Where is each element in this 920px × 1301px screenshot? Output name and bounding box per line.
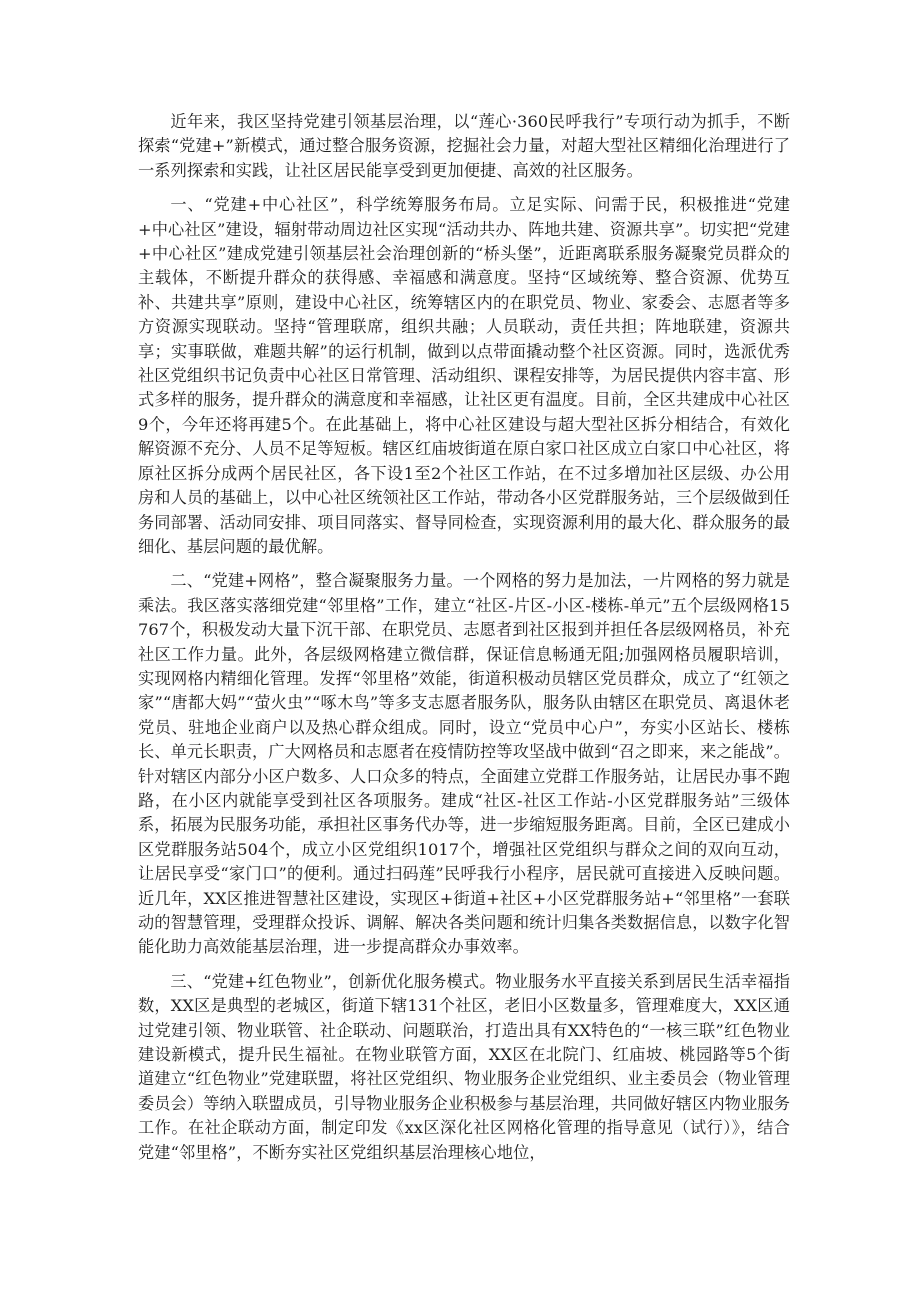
section-two-paragraph: 二、“党建+网格”，整合凝聚服务力量。一个网格的努力是加法，一片网格的努力就是乘法。我区落实落细党建“邻里格”工作，建立“社区-片区-小区-楼栋-单元”五个层级网格15767个，积极发动大量下沉干部、在职党员、志愿者到社区报到并担任各层级网格员，补充社区工作力量。此外，各层级网格建立微信群，保证信息畅通无阻;加强网格员履职培训，实现网格内精细化管理。发挥“邻里格”效能，街道积极动员辖区党员群众，成立了“红领之家”“唐都大妈”“萤火虫”“啄木鸟”等多支志愿者服务队，服务队由辖区在职党员、离退休老党员、驻地企业商户以及热心群众组成。同时，设立“党员中心户”，夯实小区站长、楼栋长、单元长职责，广大网格员和志愿者在疫情防控等攻坚战中做到“召之即来，来之能战”。针对辖区内部分小区户数多、人口众多的特点，全面建立党群工作服务站，让居民办事不跑路，在小区内就能享受到社区各项服务。建成“社区-社区工作站-小区党群服务站”三级体系，拓展为民服务功能，承担社区事务代办等，进一步缩短服务距离。目前，全区已建成小区党群服务站504个，成立小区党组织1017个，增强社区党组织与群众之间的双向互动，让居民享受“家门口”的便利。通过扫码莲”民呼我行小程序，居民就可直接进入反映问题。近几年，XX区推进智慧社区建设，实现区+街道+社区+小区党群服务站+“邻里格”一套联动的智慧管理，受理群众投诉、调解、解决各类问题和统计归集各类数据信息，以数字化智能化助力高效能基层治理，进一步提高群众办事效率。: [138, 571, 790, 957]
section-one-paragraph: 一、“党建+中心社区”，科学统筹服务布局。立足实际、问需于民，积极推进“党建+中心社区”建设，辐射带动周边社区实现“活动共办、阵地共建、资源共享”。切实把“党建+中心社区”建成党建引领基层社会治理创新的“桥头堡”，近距离联系服务凝聚党员群众的主载体，不断提升群众的获得感、幸福感和满意度。坚持“区域统筹、整合资源、优势互补、共建共享”原则，建设中心社区，统筹辖区内的在职党员、物业、家委会、志愿者等多方资源实现联动。坚持“管理联席，组织共融；人员联动，责任共担；阵地联建，资源共享；实事联做，难题共解”的运行机制，做到以点带面撬动整个社区资源。同时，选派优秀社区党组织书记负责中心社区日常管理、活动组织、课程安排等，为居民提供内容丰富、形式多样的服务，提升群众的满意度和幸福感，让社区更有温度。目前，全区共建成中心社区9个，今年还将再建5个。在此基础上，将中心社区建设与超大型社区拆分相结合，有效化解资源不充分、人员不足等短板。辖区红庙坡街道在原白家口社区成立白家口中心社区，将原社区拆分成两个居民社区，各下设1至2个社区工作站，在不过多增加社区层级、办公用房和人员的基础上，以中心社区统领社区工作站，带动各小区党群服务站，三个层级做到任务同部署、活动同安排、项目同落实、督导同检查，实现资源利用的最大化、群众服务的最细化、基层问题的最优解。: [138, 195, 790, 556]
section-three-paragraph: 三、“党建+红色物业”，创新优化服务模式。物业服务水平直接关系到居民生活幸福指数，XX区是典型的老城区，街道下辖131个社区，老旧小区数量多，管理难度大，XX区通过党建引领、物业联管、社企联动、问题联治，打造出具有XX特色的“一核三联”红色物业建设新模式，提升民生福祉。在物业联管方面，XX区在北院门、红庙坡、桃园路等5个街道建立“红色物业”党建联盟，将社区党组织、物业服务企业党组织、业主委员会（物业管理委员会）等纳入联盟成员，引导物业服务企业积极参与基层治理，共同做好辖区内物业服务工作。在社企联动方面，制定印发《xx区深化社区网格化管理的指导意见（试行）》，结合党建“邻里格”，不断夯实社区党组织基层治理核心地位，: [138, 971, 790, 1162]
intro-paragraph: 近年来，我区坚持党建引领基层治理，以“莲心·360民呼我行”专项行动为抓手，不断探索“党建+”新模式，通过整合服务资源，挖掘社会力量，对超大型社区精细化治理进行了一系列探索和实践，让社区居民能享受到更加便捷、高效的社区服务。: [138, 112, 790, 180]
document-body: [138, 110, 790, 1175]
